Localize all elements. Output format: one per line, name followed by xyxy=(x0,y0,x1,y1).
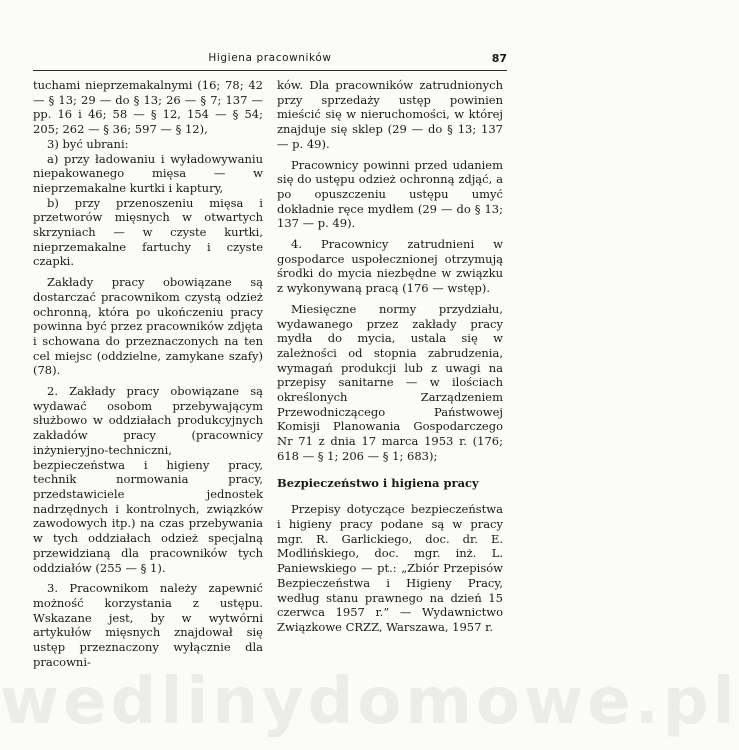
paragraph: 3) być ubrani: xyxy=(47,136,129,151)
right-column xyxy=(277,78,503,635)
left-column xyxy=(33,78,263,669)
paragraph: Zakłady pracy obowiązane są dostarczać pracownikom czystą odzież ochronną, która po ukończeniu pracy powinna być przez pracowników zdjęta i schowana do przeznaczonych na ten cel miejsc (oddzielne, zamykane szafy) (78). xyxy=(33,275,263,378)
paragraph: a) przy ładowaniu i wyładowywaniu niepakowanego mięsa — w nieprzemakalne kurtki i kaptury, xyxy=(33,151,263,195)
paragraph: 2. Zakłady pracy obowiązane są wydawać osobom przebywającym służbowo w oddziałach produkcyjnych zakładów pracy (pracownicy inżynieryjno-techniczni, bezpieczeństwa i higieny pracy, technik normowania pracy, przedstawiciele jednostek nadrzędnych i kontrolnych, związków zawodowych itp.) na czas przebywania w tych oddziałach odzież specjalną przewidzianą dla pracowników tych oddziałów (255 — § 1). xyxy=(33,384,263,575)
paragraph: tuchami nieprzemakalnymi (16; 78; 42 — § 13; 29 — do § 13; 26 — § 7; 137 — pp. 16 i 46; 58 — § 12, 154 — § 54; 205; 262 — § 36; 597 — § 12), xyxy=(33,78,263,137)
running-header-title: Higiena pracowników xyxy=(208,52,332,64)
right-column-paragraphs xyxy=(277,78,503,464)
paragraph: Miesięczne normy przydziału, wydawanego przez zakłady pracy mydła do mycia, ustala się w zależności od stopnia zabrudzenia, wymagań produkcji lub z uwagi na przepisy sanitarne — w ilościach określonych Zarządzeniem Przewodniczącego Państwowej Komisji Planowania Gospodarczego Nr 71 z dnia 17 marca 1953 r. (176; 618 — § 1; 206 — § 1; 683); xyxy=(277,301,503,463)
paragraph: ków. Dla pracowników zatrudnionych przy sprzedaży ustęp powinien mieścić się w nieruchomości, w której znajduje się sklep (29 — do § 13; 137 — p. 49). xyxy=(277,78,503,151)
paragraph: Pracownicy powinni przed udaniem się do ustępu odzież ochronną zdjąć, a po opuszczeniu ustępu umyć dokładnie ręce mydłem (29 — do § 13; 137 — p. 49). xyxy=(277,157,503,231)
paragraph: 4. Pracownicy zatrudnieni w gospodarce uspołecznionej otrzymują środki do mycia niezbędne w związku z wykonywaną pracą (176 — wstęp). xyxy=(277,237,503,296)
watermark: wedlinydomowe.pl xyxy=(0,665,739,739)
page-number: 87 xyxy=(491,52,507,65)
section-heading: Bezpieczeństwo i higiena pracy xyxy=(277,475,479,490)
running-header xyxy=(33,50,507,71)
paragraph: 3. Pracownikom należy zapewnić możność korzystania z ustępu. Wskazane jest, by w wytwórni artykułów mięsnych znajdował się ustęp przeznaczony wyłącznie dla pracowni- xyxy=(33,581,263,669)
section-body: Przepisy dotyczące bezpieczeństwa i higieny pracy podane są w pracy mgr. R. Garlickiego, doc. dr. E. Modlińskiego, doc. mgr. inż. L. Paniewskiego — pt.: „Zbiór Przepisów Bezpieczeństwa i Higieny Pracy, według stanu prawnego na dzień 15 czerwca 1957 r.” — Wydawnictwo Związkowe CRZZ, Warszawa, 1957 r. xyxy=(277,502,503,634)
paragraph: b) przy przenoszeniu mięsa i przetworów mięsnych w otwartych skrzyniach — w czyste kurtki, nieprzemakalne fartuchy i czyste czapki. xyxy=(33,195,263,269)
